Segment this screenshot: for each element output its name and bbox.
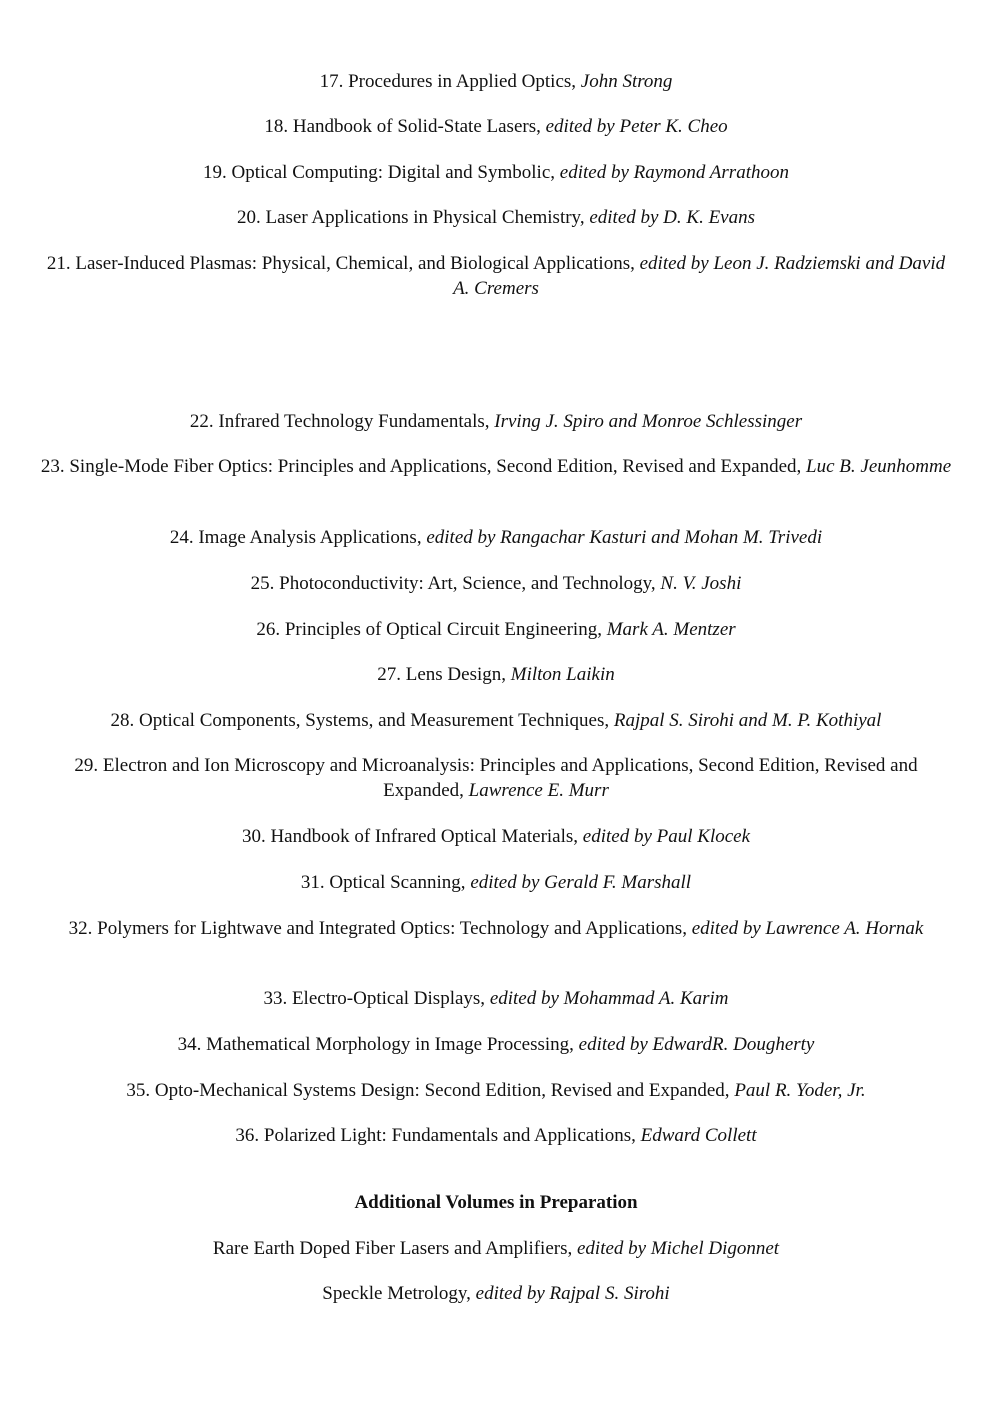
list-item [40, 251, 952, 301]
entry-number: 19. [203, 162, 227, 183]
entry-title: Optical Scanning, [329, 872, 466, 893]
entry-author: edited by Raymond Arrathoon [559, 162, 789, 183]
entry-number: 23. [40, 456, 65, 477]
entry-title: Polarized Light: Fundamentals and Applications, [263, 1125, 636, 1146]
entry-title: Electron and Ion Microscopy and Microanalysis: Principles and Applications, Second Edition, Revised and Expanded, [102, 755, 918, 801]
entry-number: 25. [250, 573, 275, 594]
entry-author: Mark A. Mentzer [606, 619, 736, 640]
list-item [40, 409, 952, 434]
list-item [40, 986, 952, 1011]
entry-author: Luc B. Jeunhomme [806, 456, 952, 477]
entry-title: Principles of Optical Circuit Engineering, [284, 619, 602, 640]
entry-author: Edward Collett [640, 1125, 757, 1146]
entry-title: Handbook of Infrared Optical Materials, [270, 826, 579, 847]
entry-title: Infrared Technology Fundamentals, [218, 411, 490, 432]
section-heading: Additional Volumes in Preparation [354, 1192, 638, 1213]
entry-author: N. V. Joshi [660, 573, 742, 594]
entry-title: Optical Computing: Digital and Symbolic, [231, 162, 556, 183]
entry-number: 29. [74, 755, 99, 776]
entry-author: edited by Peter K. Cheo [545, 116, 728, 137]
entry-author: edited by Rajpal S. Sirohi [475, 1283, 670, 1304]
entry-author: edited by Lawrence A. Hornak [691, 918, 924, 939]
entry-author: John Strong [580, 71, 673, 92]
entry-title: Procedures in Applied Optics, [348, 71, 577, 92]
list-item [40, 1078, 952, 1103]
list-item [40, 708, 952, 733]
entry-number: 24. [169, 527, 194, 548]
entry-author: Milton Laikin [510, 664, 615, 685]
entry-author: edited by Leon J. Radziemski and David A. Cremers [453, 253, 946, 299]
entry-title: Image Analysis Applications, [198, 527, 422, 548]
list-item [40, 662, 952, 687]
entry-title: Lens Design, [405, 664, 507, 685]
list-item [40, 205, 952, 230]
list-item [40, 69, 952, 94]
entry-number: 35. [126, 1080, 151, 1101]
list-item [40, 454, 952, 479]
entry-title: Photoconductivity: Art, Science, and Technology, [279, 573, 656, 594]
entry-title: Optical Components, Systems, and Measurement Techniques, [139, 710, 610, 731]
entry-title: Handbook of Solid-State Lasers, [292, 116, 541, 137]
list-item [40, 824, 952, 849]
entry-number: 22. [189, 411, 214, 432]
list-item [40, 753, 952, 803]
entry-number: 28. [110, 710, 135, 731]
entry-number: 33. [263, 988, 288, 1009]
list-item [40, 114, 952, 139]
entry-author: edited by Paul Klocek [582, 826, 751, 847]
entry-author: Lawrence E. Murr [468, 780, 609, 801]
entry-title: Speckle Metrology, [322, 1283, 471, 1304]
entry-title: Electro-Optical Displays, [291, 988, 486, 1009]
entry-number: 18. [264, 116, 289, 137]
entry-author: edited by Michel Digonnet [576, 1238, 780, 1259]
entry-number: 36. [235, 1125, 260, 1146]
entry-number: 26. [256, 619, 281, 640]
entry-number: 21. [46, 253, 71, 274]
entry-title: Rare Earth Doped Fiber Lasers and Amplifiers, [212, 1238, 573, 1259]
list-item [40, 916, 952, 941]
entry-author: edited by D. K. Evans [589, 207, 756, 228]
entry-title: Opto-Mechanical Systems Design: Second Edition, Revised and Expanded, [154, 1080, 730, 1101]
entry-number: 27. [377, 664, 401, 685]
list-item [40, 1123, 952, 1148]
entry-author: Irving J. Spiro and Monroe Schlessinger [494, 411, 803, 432]
entry-number: 32. [68, 918, 93, 939]
entry-number: 34. [177, 1034, 202, 1055]
entry-title: Laser-Induced Plasmas: Physical, Chemical, and Biological Applications, [75, 253, 635, 274]
entry-title: Laser Applications in Physical Chemistry, [265, 207, 585, 228]
entry-author: edited by Gerald F. Marshall [470, 872, 692, 893]
entry-author: edited by Mohammad A. Karim [489, 988, 729, 1009]
entry-author: Rajpal S. Sirohi and M. P. Kothiyal [613, 710, 882, 731]
entry-title: Mathematical Morphology in Image Processing, [206, 1034, 574, 1055]
list-item [40, 617, 952, 642]
entry-number: 31. [300, 872, 325, 893]
list-item [40, 1236, 952, 1261]
entry-author: Paul R. Yoder, Jr. [734, 1080, 866, 1101]
entry-number: 17. [319, 71, 344, 92]
entry-number: 30. [241, 826, 266, 847]
list-item [40, 525, 952, 550]
list-item [40, 160, 952, 185]
list-item [40, 870, 952, 895]
entry-title: Single-Mode Fiber Optics: Principles and Applications, Second Edition, Revised and Expanded, [69, 456, 802, 477]
list-item [40, 1281, 952, 1306]
list-item [40, 571, 952, 596]
entry-author: edited by Rangachar Kasturi and Mohan M. Trivedi [426, 527, 823, 548]
entry-title: Polymers for Lightwave and Integrated Optics: Technology and Applications, [97, 918, 687, 939]
entry-number: 20. [236, 207, 261, 228]
entry-author: edited by EdwardR. Dougherty [578, 1034, 815, 1055]
list-item [40, 1032, 952, 1057]
